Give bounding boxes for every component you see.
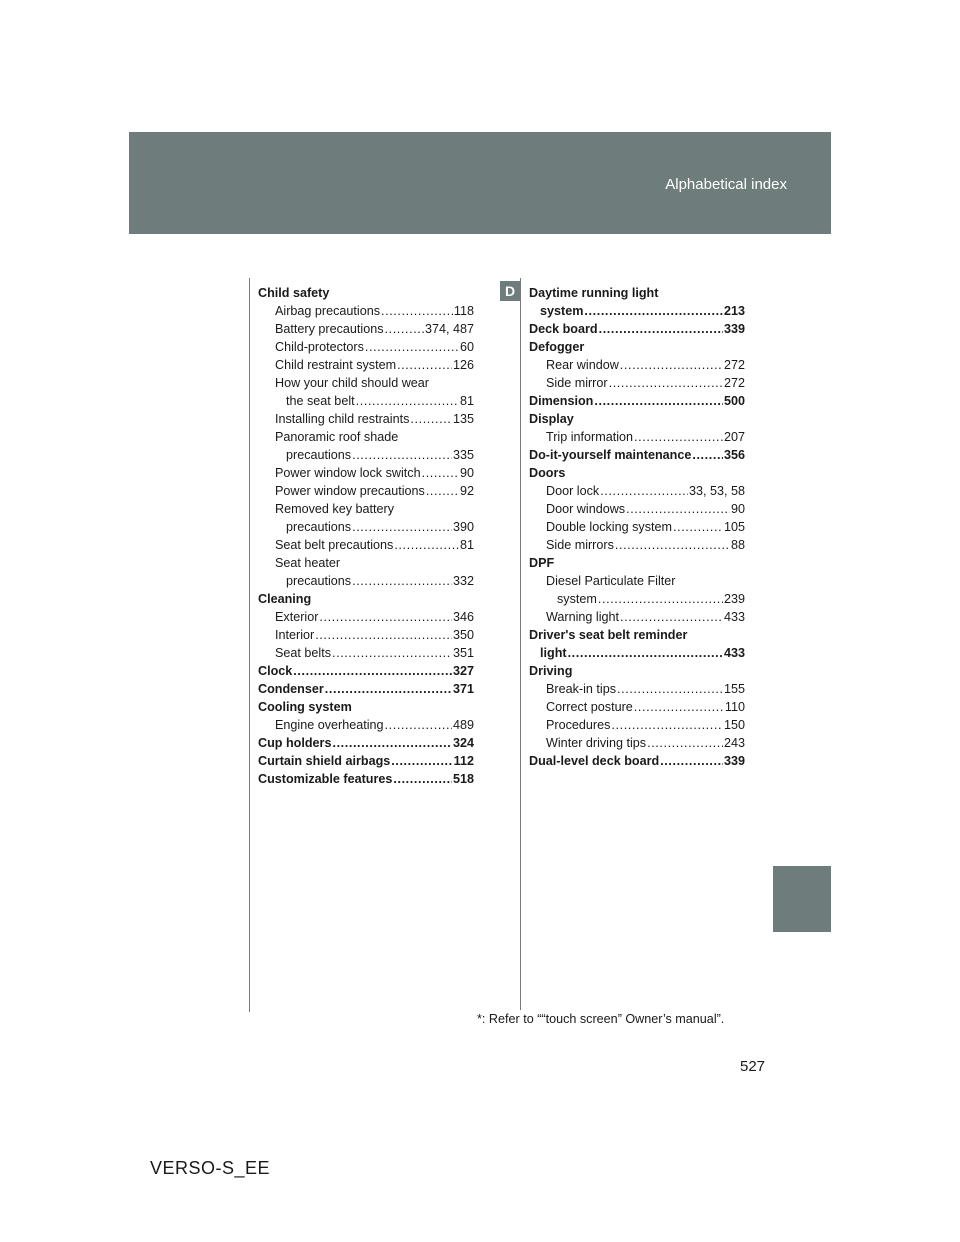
entry-page-ref: 90 (730, 502, 745, 516)
entry-page-ref: 489 (452, 718, 474, 732)
entry-page-ref: 374, 487 (424, 322, 474, 336)
index-entry (529, 428, 745, 446)
entry-page-ref: 155 (723, 682, 745, 696)
entry-term: Do-it-yourself maintenance (529, 448, 692, 462)
entry-term: system (557, 592, 597, 606)
index-entry (529, 500, 745, 518)
index-entry (258, 464, 474, 482)
entry-page-ref: 346 (452, 610, 474, 624)
model-code: VERSO-S_EE (150, 1158, 271, 1178)
index-entry (258, 320, 474, 338)
index-entry (258, 284, 474, 302)
leader-dots (332, 644, 452, 662)
entry-term: Break-in tips (546, 682, 616, 696)
index-entry (529, 446, 745, 464)
index-entry (258, 626, 474, 644)
index-entry (529, 320, 745, 338)
entry-term: Double locking system (546, 520, 672, 534)
index-entry (529, 284, 745, 302)
entry-term: Door windows (546, 502, 626, 516)
index-entry (258, 500, 474, 518)
index-entry (529, 680, 745, 698)
leader-dots (626, 500, 730, 518)
entry-page-ref: 500 (723, 394, 745, 408)
entry-page-ref: 118 (453, 304, 474, 318)
index-entry (529, 752, 745, 770)
index-entry (258, 734, 474, 752)
entry-page-ref: 335 (452, 448, 474, 462)
index-entry (529, 572, 745, 590)
entry-term: Seat belts (275, 646, 332, 660)
entry-page-ref: 88 (730, 538, 745, 552)
index-entry (258, 356, 474, 374)
entry-term: Defogger (529, 340, 585, 354)
entry-term: Winter driving tips (546, 736, 647, 750)
entry-term: light (540, 646, 567, 660)
entry-term: Dimension (529, 394, 594, 408)
index-entry (258, 446, 474, 464)
leader-dots (315, 626, 452, 644)
leader-dots (422, 464, 459, 482)
entry-page-ref: 351 (452, 646, 474, 660)
index-entry (529, 374, 745, 392)
page-number: 527 (740, 1058, 766, 1075)
entry-page-ref: 112 (453, 754, 474, 768)
entry-page-ref: 213 (723, 304, 745, 318)
index-entry (258, 428, 474, 446)
leader-dots (634, 428, 723, 446)
leader-dots (352, 446, 452, 464)
index-entry (529, 662, 745, 680)
index-entry (258, 374, 474, 392)
index-entry (258, 536, 474, 554)
leader-dots (673, 518, 723, 536)
entry-page-ref: 110 (724, 700, 745, 714)
index-entry (529, 626, 745, 644)
index-entry (529, 734, 745, 752)
index-entry (258, 572, 474, 590)
entry-page-ref: 339 (723, 322, 745, 336)
leader-dots (584, 302, 723, 320)
index-entry (258, 590, 474, 608)
index-entry (258, 608, 474, 626)
index-entry (529, 716, 745, 734)
index-entry (529, 482, 745, 500)
index-entry (258, 482, 474, 500)
column-divider-rule (520, 278, 521, 1010)
leader-dots (352, 572, 452, 590)
index-entry (529, 590, 745, 608)
leader-dots (325, 680, 452, 698)
entry-page-ref: 135 (452, 412, 474, 426)
entry-term: Side mirror (546, 376, 608, 390)
entry-term: Doors (529, 466, 566, 480)
index-entry (258, 338, 474, 356)
index-entry (258, 518, 474, 536)
leader-dots (352, 518, 452, 536)
chapter-side-tab (773, 866, 831, 932)
entry-term: Airbag precautions (275, 304, 381, 318)
leader-dots (600, 482, 688, 500)
leader-dots (426, 482, 459, 500)
entry-page-ref: 92 (459, 484, 474, 498)
entry-page-ref: 518 (452, 772, 474, 786)
entry-term: precautions (286, 574, 352, 588)
entry-term: DPF (529, 556, 555, 570)
leader-dots (356, 392, 459, 410)
entry-page-ref: 207 (723, 430, 745, 444)
entry-page-ref: 272 (723, 376, 745, 390)
entry-page-ref: 327 (452, 664, 474, 678)
entry-page-ref: 324 (452, 736, 474, 750)
leader-dots (385, 716, 452, 734)
index-entry (258, 302, 474, 320)
entry-term: Deck board (529, 322, 598, 336)
leader-dots (568, 644, 723, 662)
entry-page-ref: 356 (723, 448, 745, 462)
entry-page-ref: 33, 53, 58 (688, 484, 745, 498)
entry-page-ref: 81 (459, 394, 474, 408)
entry-term: Display (529, 412, 574, 426)
index-entry (529, 410, 745, 428)
entry-term: Child restraint system (275, 358, 397, 372)
leader-dots (397, 356, 452, 374)
entry-page-ref: 339 (723, 754, 745, 768)
entry-page-ref: 150 (723, 718, 745, 732)
index-entry (529, 392, 745, 410)
entry-term: Driving (529, 664, 573, 678)
leader-dots (647, 734, 723, 752)
leader-dots (393, 770, 452, 788)
index-entry (529, 302, 745, 320)
entry-term: Seat heater (275, 556, 341, 570)
entry-term: Customizable features (258, 772, 393, 786)
leader-dots (609, 374, 723, 392)
entry-term: Curtain shield airbags (258, 754, 391, 768)
entry-term: Child safety (258, 286, 330, 300)
entry-page-ref: 126 (452, 358, 474, 372)
leader-dots (620, 356, 723, 374)
index-entry (258, 680, 474, 698)
chapter-header (129, 132, 831, 234)
index-entry (258, 392, 474, 410)
index-entry (529, 356, 745, 374)
entry-term: Driver's seat belt reminder (529, 628, 688, 642)
entry-term: Battery precautions (275, 322, 384, 336)
entry-term: precautions (286, 520, 352, 534)
leader-dots (391, 752, 452, 770)
index-entry (258, 770, 474, 788)
leader-dots (660, 752, 723, 770)
entry-term: Trip information (546, 430, 634, 444)
leader-dots (394, 536, 459, 554)
entry-page-ref: 90 (459, 466, 474, 480)
index-entry (529, 338, 745, 356)
entry-term: Panoramic roof shade (275, 430, 399, 444)
entry-term: Exterior (275, 610, 319, 624)
leader-dots (620, 608, 723, 626)
index-entry (258, 644, 474, 662)
leader-dots (611, 716, 723, 734)
leader-dots (293, 662, 452, 680)
leader-dots (594, 392, 723, 410)
index-entry (529, 536, 745, 554)
index-entry (529, 698, 745, 716)
entry-term: Warning light (546, 610, 620, 624)
index-entry (258, 752, 474, 770)
entry-page-ref: 350 (452, 628, 474, 642)
index-entry (529, 554, 745, 572)
entry-term: Condenser (258, 682, 324, 696)
section-letter-badge: D (500, 281, 520, 301)
left-margin-rule (249, 278, 250, 1012)
leader-dots (598, 590, 723, 608)
leader-dots (365, 338, 459, 356)
entry-term: Interior (275, 628, 315, 642)
entry-term: the seat belt (286, 394, 355, 408)
leader-dots (385, 320, 424, 338)
leader-dots (615, 536, 730, 554)
entry-term: Clock (258, 664, 293, 678)
index-entry (258, 662, 474, 680)
entry-term: Procedures (546, 718, 611, 732)
leader-dots (410, 410, 452, 428)
index-entry (258, 698, 474, 716)
entry-term: Rear window (546, 358, 619, 372)
entry-page-ref: 371 (452, 682, 474, 696)
entry-page-ref: 433 (723, 610, 745, 624)
entry-term: Removed key battery (275, 502, 394, 516)
index-entry (529, 644, 745, 662)
chapter-title: Alphabetical index (665, 176, 787, 193)
entry-page-ref: 81 (459, 538, 474, 552)
entry-page-ref: 239 (723, 592, 745, 606)
entry-term: Side mirrors (546, 538, 614, 552)
entry-term: Correct posture (546, 700, 633, 714)
entry-page-ref: 390 (452, 520, 474, 534)
entry-term: Power window precautions (275, 484, 425, 498)
entry-term: Dual-level deck board (529, 754, 660, 768)
entry-term: Installing child restraints (275, 412, 410, 426)
entry-term: Diesel Particulate Filter (546, 574, 676, 588)
leader-dots (634, 698, 724, 716)
leader-dots (332, 734, 452, 752)
index-column-left (258, 284, 474, 788)
index-entry (258, 554, 474, 572)
entry-page-ref: 105 (723, 520, 745, 534)
index-entry (529, 464, 745, 482)
entry-page-ref: 332 (452, 574, 474, 588)
entry-term: Daytime running light (529, 286, 659, 300)
entry-page-ref: 60 (459, 340, 474, 354)
entry-term: Cleaning (258, 592, 312, 606)
entry-term: Seat belt precautions (275, 538, 394, 552)
footnote: *: Refer to ““touch screen” Owner’s manual”. (477, 1012, 725, 1026)
entry-term: Engine overheating (275, 718, 384, 732)
entry-page-ref: 433 (723, 646, 745, 660)
entry-term: Cup holders (258, 736, 332, 750)
entry-term: How your child should wear (275, 376, 429, 390)
index-entry (529, 608, 745, 626)
entry-term: Cooling system (258, 700, 352, 714)
index-entry (258, 716, 474, 734)
leader-dots (599, 320, 723, 338)
leader-dots (319, 608, 452, 626)
entry-term: precautions (286, 448, 352, 462)
entry-page-ref: 243 (723, 736, 745, 750)
entry-term: Power window lock switch (275, 466, 421, 480)
index-entry (258, 410, 474, 428)
entry-term: Door lock (546, 484, 600, 498)
index-entry (529, 518, 745, 536)
leader-dots (617, 680, 723, 698)
entry-term: Child-protectors (275, 340, 364, 354)
entry-page-ref: 272 (723, 358, 745, 372)
leader-dots (381, 302, 453, 320)
leader-dots (692, 446, 723, 464)
entry-term: system (540, 304, 584, 318)
index-column-right (529, 284, 745, 770)
